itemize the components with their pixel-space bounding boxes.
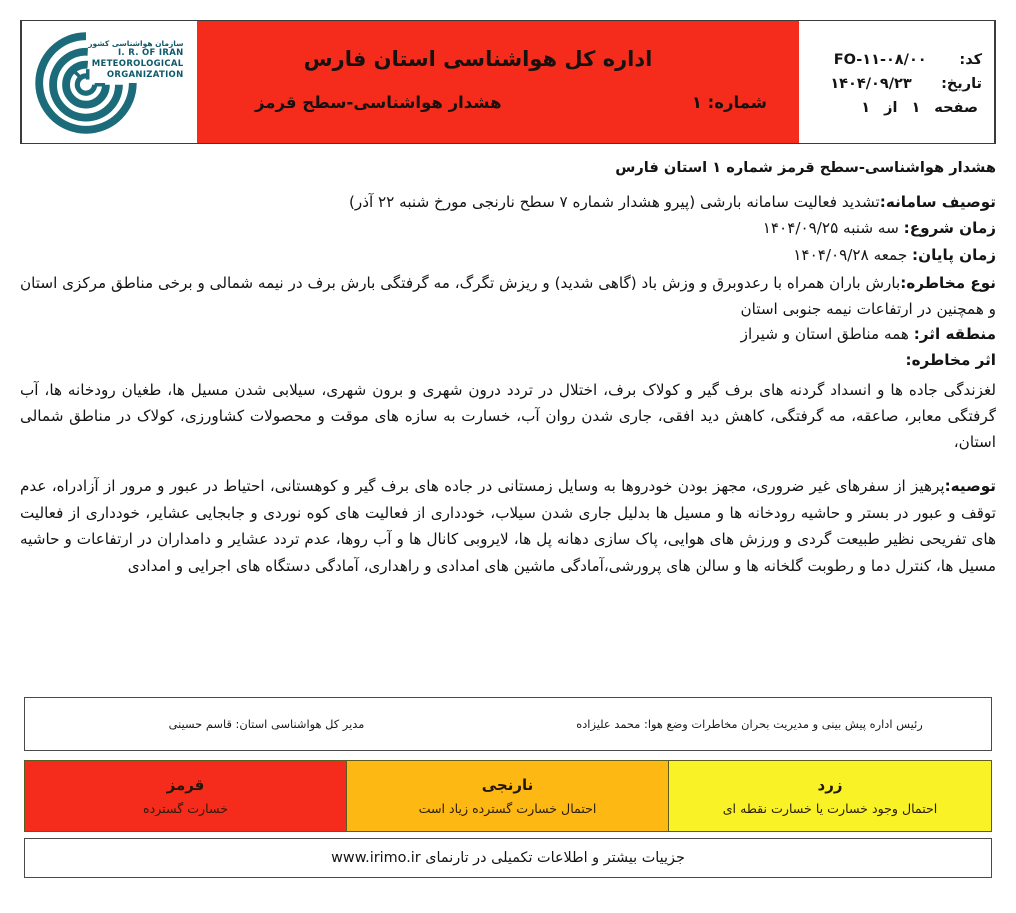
code-label: کد:	[959, 52, 982, 68]
signature-director-general: مدیر کل هواشناسی استان: قاسم حسینی	[168, 717, 365, 731]
affected-region-value: همه مناطق استان و شیراز	[740, 324, 909, 343]
hazard-type-label: نوع مخاطره:	[900, 273, 997, 292]
footer-prefix: جزییات بیشتر و اطلاعات تکمیلی در تارنمای	[420, 850, 685, 866]
document-header	[20, 20, 996, 144]
legend-desc-orange: احتمال خسارت گسترده زیاد است	[418, 801, 597, 816]
field-affected-region	[20, 322, 996, 347]
logo-persian-line: سازمان هواشناسی کشور	[88, 39, 184, 48]
document-body	[20, 156, 996, 579]
legend-title-orange: نارنجی	[481, 776, 534, 794]
page-of-label: از	[884, 100, 898, 116]
document-title: هشدار هواشناسی-سطح قرمز شماره ۱ استان فارس	[615, 159, 996, 176]
code-value: FO-۱۱-۰۸/۰۰	[833, 52, 927, 68]
signature-box	[24, 697, 992, 751]
hazard-effect-text: لغزندگی جاده ها و انسداد گردنه های برف گیر و کولاک برف، اختلال در تردد درون شهری و برون شهری، سیلابی شدن مسیل ها، طغیان رودخانه ها، آب گرفتگی معابر، صاعقه، مه گرفتگی، کاهش دید افقی، جاری شدن روان آب، خسارت به سازه های موقت و محصولات کشاورزی، کولاک در مناطق شمالی استان،	[20, 381, 996, 452]
page-current: ۱	[911, 100, 921, 116]
body-spacer	[20, 455, 996, 473]
hazard-type-value: بارش باران همراه با رعدوبرق و وزش باد (گاهی شدید) و ریزش تگرگ، مه گرفتگی بارش برف در نیمه شمالی و برخی مناطق مرکزی استان و همچنین در ارتفاعات نیمه جنوبی استان	[20, 273, 996, 318]
legend-title-yellow: زرد	[817, 776, 843, 794]
organization-title: اداره کل هواشناسی استان فارس	[303, 46, 653, 71]
header-logo-box	[21, 21, 197, 143]
field-hazard-type	[20, 270, 996, 322]
start-time-value: سه شنبه ۱۴۰۴/۰۹/۲۵	[762, 219, 899, 238]
date-label: تاریخ:	[941, 76, 982, 92]
meta-row-date	[809, 76, 982, 92]
field-start-time	[20, 216, 996, 241]
hazard-effect-label: اثر مخاطره:	[905, 351, 996, 370]
legend-cell-red	[25, 761, 347, 831]
start-time-label: زمان شروع:	[903, 219, 996, 238]
end-time-value: جمعه ۱۴۰۴/۰۹/۲۸	[793, 245, 908, 264]
legend-title-red: قرمز	[166, 776, 205, 794]
meta-row-page	[809, 100, 982, 116]
logo-en-line-3: ORGANIZATION	[106, 69, 184, 80]
end-time-label: زمان پایان:	[912, 245, 996, 264]
system-description-value: تشدید فعالیت سامانه بارشی (پیرو هشدار شماره ۷ سطح نارنجی مورخ شنبه ۲۲ آذر)	[348, 192, 880, 211]
field-advice	[20, 473, 996, 579]
advice-value: پرهیز از سفرهای غیر ضروری، مجهز بودن خودروها به وسایل زمستانی در جاده های برف گیر و کوهستانی، احتیاط در عبور و مرور از آزادراه، عدم توقف و عبور در بستر و حاشیه رودخانه ها و مسیل ها بدلیل جاری شدن سیلاب، خودداری از فعالیت های کوه نوردی و جابجایی عشایر، خودداری از فعالیت های تفریحی نظیر طبیعت گردی و ورزش های هوایی، پاک سازی دهانه پل ها، لایروبی کانال ها و آب روها، عدم تردد عشایر و دامداران در ارتفاعات و حاشیه مسیل ها، کنترل دما و رطوبت گلخانه ها و سالن های پرورشی،آمادگی ماشین های امدادی و راهداری، آمادگی دستگاه های اجرایی و امدادی	[20, 477, 996, 575]
signature-forecast-chief: رئیس اداره پیش بینی و مدیریت بحران مخاطرات وضع هوا: محمد علیزاده	[576, 717, 923, 731]
logo-text-block	[88, 39, 183, 80]
legend-cell-orange	[347, 761, 669, 831]
footer-text	[331, 850, 685, 866]
date-value: ۱۴۰۴/۰۹/۲۳	[830, 76, 912, 92]
field-system-description	[20, 190, 996, 215]
header-subtitle-row	[219, 93, 777, 112]
severity-legend	[24, 760, 992, 832]
header-red-band	[197, 21, 799, 143]
page-total: ۱	[861, 100, 871, 116]
logo-en-line-2: METEOROLOGICAL	[91, 59, 184, 69]
document-footer	[24, 838, 992, 878]
footer-url[interactable]: www.irimo.ir	[331, 850, 421, 866]
legend-desc-yellow: احتمال وجود خسارت یا خسارت نقطه ای	[722, 801, 938, 816]
logo-en-line-1: I. R. OF IRAN	[117, 48, 184, 59]
header-meta-box	[799, 21, 995, 143]
meta-row-code	[809, 52, 982, 68]
legend-desc-red: خسارت گسترده	[143, 801, 228, 816]
page-label: صفحه	[934, 100, 978, 116]
imo-logo	[30, 29, 190, 135]
advice-label: توصیه:	[944, 477, 996, 496]
affected-region-label: منطقه اثر:	[913, 324, 996, 343]
warning-level-title: هشدار هواشناسی-سطح قرمز	[255, 92, 502, 112]
field-hazard-effect-label	[20, 348, 996, 373]
warning-number: شماره: ۱	[691, 92, 767, 112]
system-description-label: توصیف سامانه:	[879, 192, 996, 211]
legend-cell-yellow	[669, 761, 991, 831]
field-end-time	[20, 243, 996, 268]
